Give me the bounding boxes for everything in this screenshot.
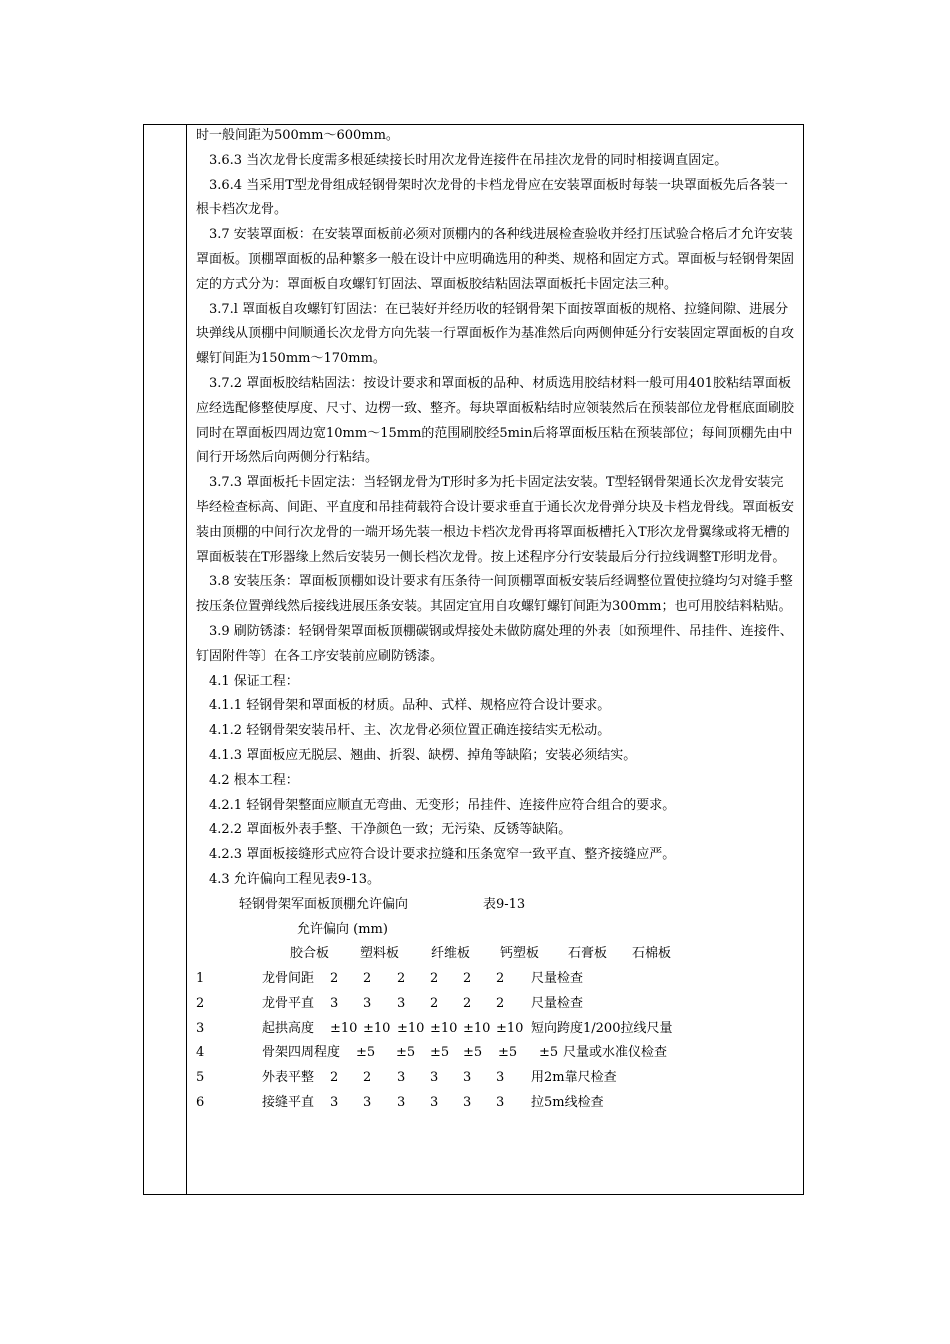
paragraph: 4.1.1 轻钢骨架和罩面板的材质。品种、式样、规格应符合设计要求。 (209, 698, 611, 714)
table-row (196, 1017, 796, 1042)
row-value: 3 (363, 995, 372, 1011)
row-value: 3 (463, 1095, 472, 1111)
row-method: 尺量或水准仪检查 (563, 1045, 668, 1061)
row-number: 2 (196, 995, 205, 1011)
column-divider (186, 124, 187, 1195)
row-value: ±5 (463, 1045, 483, 1061)
row-value: 3 (496, 1095, 505, 1111)
row-value: ±5 (430, 1045, 450, 1061)
row-number: 6 (196, 1095, 205, 1111)
row-value: 3 (496, 1070, 505, 1086)
row-method: 短向跨度1/200拉线尺量 (531, 1020, 673, 1036)
row-number: 5 (196, 1070, 205, 1086)
row-value: 2 (330, 1070, 339, 1086)
table-header-row (196, 942, 796, 967)
row-value: ±10 (463, 1020, 491, 1036)
row-value: ±10 (363, 1020, 391, 1036)
table-caption (196, 893, 796, 918)
row-value: ±10 (330, 1020, 358, 1036)
row-number: 4 (196, 1045, 205, 1061)
column-header: 石棉板 (632, 946, 672, 962)
row-value: 2 (363, 1070, 372, 1086)
row-item: 起拱高度 (262, 1020, 315, 1036)
table-row (196, 1041, 796, 1066)
paragraph: 3.7 安装罩面板：在安装罩面板前必须对顶棚内的各种线进展检查验收并经打压试验合格后才允许安装罩面板。顶棚罩面板的品种繁多一般在设计中应明确选用的种类、规格和固定方式。罩面板与轻钢骨架固定的方式分为：罩面板自攻螺钉钉固法、罩面板胶结粘固法罩面板托卡固定法三种。 (196, 227, 795, 292)
row-item: 外表平整 (262, 1070, 315, 1086)
paragraph: 时一般间距为500mm～600mm。 (196, 128, 399, 143)
paragraph: 3.7.3 罩面板托卡固定法：当轻钢龙骨为T形时多为托卡固定法安装。T型轻钢骨架通长次龙骨安装完毕经检查标高、间距、平直度和吊挂荷载符合设计要求垂直于通长次龙骨弹分块及卡档龙骨线。罩面板安装由顶棚的中间行次龙骨的一端开场先装一根边卡档次龙骨再将罩面板槽托入T形次龙骨翼缘或将无槽的罩面板装在T形器缘上然后安装另一侧长档次龙骨。按上述程序分行安装最后分行拉线调整T形明龙骨。 (196, 475, 795, 565)
row-value: 3 (463, 1070, 472, 1086)
row-value: ±5 (396, 1045, 416, 1061)
document-content (196, 124, 796, 1116)
row-method: 拉5m线检查 (531, 1095, 604, 1111)
table-number: 表9-13 (483, 896, 526, 912)
row-method: 尺量检查 (531, 971, 584, 987)
row-value: 3 (397, 1070, 406, 1086)
row-value: 3 (397, 995, 406, 1011)
row-value: 3 (330, 1095, 339, 1111)
row-value: 2 (430, 995, 439, 1011)
table-row (196, 967, 796, 992)
row-number: 1 (196, 971, 205, 987)
column-header: 钙塑板 (500, 946, 540, 962)
row-value: 2 (330, 971, 339, 987)
paragraph: 4.1.3 罩面板应无脱层、翘曲、折裂、缺楞、掉角等缺陷；安装必须结实。 (209, 747, 637, 763)
table-unit-row (196, 918, 796, 943)
row-item: 龙骨平直 (262, 995, 315, 1011)
row-value: 3 (397, 1095, 406, 1111)
paragraph: 3.6.3 当次龙骨长度需多根延续接长时用次龙骨连接件在吊挂次龙骨的同时相接调直固定。 (209, 152, 728, 168)
row-item: 接缝平直 (262, 1095, 315, 1111)
column-header: 胶合板 (290, 946, 330, 962)
paragraph: 3.9 刷防锈漆：轻钢骨架罩面板顶棚碳钢或焊接处未做防腐处理的外表〔如预埋件、吊挂件、连接件、钉固附件等〕在各工序安装前应刷防锈漆。 (196, 623, 793, 664)
row-value: ±10 (430, 1020, 458, 1036)
row-value: 3 (363, 1095, 372, 1111)
row-value: 2 (496, 971, 505, 987)
row-value: ±10 (397, 1020, 425, 1036)
row-value: 3 (330, 995, 339, 1011)
unit-header: 允许偏向 (mm) (297, 921, 388, 937)
table-row (196, 1066, 796, 1091)
paragraph: 4.2.1 轻钢骨架整面应顺直无弯曲、无变形；吊挂件、连接件应符合组合的要求。 (209, 797, 676, 813)
row-method: 用2m靠尺检查 (531, 1070, 617, 1086)
row-value: 3 (430, 1070, 439, 1086)
row-value: 2 (397, 971, 406, 987)
column-header: 纤维板 (431, 946, 471, 962)
row-value: ±5 (498, 1045, 518, 1061)
paragraph: 4.3 允许偏向工程见表9-13。 (209, 871, 381, 887)
row-number: 3 (196, 1020, 205, 1036)
row-value: ±5 (356, 1045, 376, 1061)
row-method: 尺量检查 (531, 995, 584, 1011)
paragraph: 4.1.2 轻钢骨架安装吊杆、主、次龙骨必须位置正确连接结实无松动。 (209, 723, 611, 739)
row-value: 2 (430, 971, 439, 987)
row-value: 2 (363, 971, 372, 987)
table-row (196, 1091, 796, 1116)
paragraph: 4.2.3 罩面板接缝形式应符合设计要求拉缝和压条宽窄一致平直、整齐接缝应严。 (209, 847, 676, 863)
table-row (196, 992, 796, 1017)
table-title: 轻钢骨架军面板顶棚允许偏向 (239, 896, 409, 912)
row-value: ±10 (496, 1020, 524, 1036)
paragraph: 4.2.2 罩面板外表手整、干净颜色一致；无污染、反锈等缺陷。 (209, 822, 572, 838)
paragraph: 3.7.l 罩面板自攻螺钉钉固法：在已装好并经历收的轻钢骨架下面按罩面板的规格、拉缝间隙、进展分块弹线从顶棚中间顺通长次龙骨方向先装一行罩面板作为基准然后向两侧伸延分行安装固定罩面板的自攻螺钉间距为150mm～170mm。 (196, 301, 795, 367)
paragraph: 3.8 安装压条：罩面板顶棚如设计要求有压条待一间顶棚罩面板安装后经调整位置使拉缝均匀对缝手整按压条位置弹线然后接线进展压条安装。其固定宜用自攻螺钉螺钉间距为300mm；也可用胶结料粘贴。 (196, 574, 793, 615)
paragraph: 3.6.4 当采用T型龙骨组成轻钢骨架时次龙骨的卡档龙骨应在安装罩面板时每装一块罩面板先后各装一根卡档次龙骨。 (196, 177, 788, 218)
row-item: 骨架四周程度 (262, 1045, 341, 1061)
row-value: ±5 (539, 1045, 559, 1061)
paragraph: 3.7.2 罩面板胶结粘固法：按设计要求和罩面板的品种、材质选用胶结材料一般可用401胶粘结罩面板应经选配修整使厚度、尺寸、边楞一致、整齐。每块罩面板粘结时应领装然后在预装部位龙骨框底面刷胶同时在罩面板四周边宽10mm～15mm的范围刷胶经5min后将罩面板压粘在预装部位；每间顶棚先由中间行开场然后向两侧分行粘结。 (196, 375, 795, 466)
column-header: 塑料板 (360, 946, 400, 962)
row-value: 2 (463, 995, 472, 1011)
paragraph: 4.1 保证工程： (209, 673, 299, 689)
row-item: 龙骨间距 (262, 971, 315, 987)
row-value: 2 (496, 995, 505, 1011)
paragraph: 4.2 根本工程： (209, 772, 299, 788)
row-value: 3 (430, 1095, 439, 1111)
column-header: 石膏板 (568, 946, 608, 962)
row-value: 2 (463, 971, 472, 987)
